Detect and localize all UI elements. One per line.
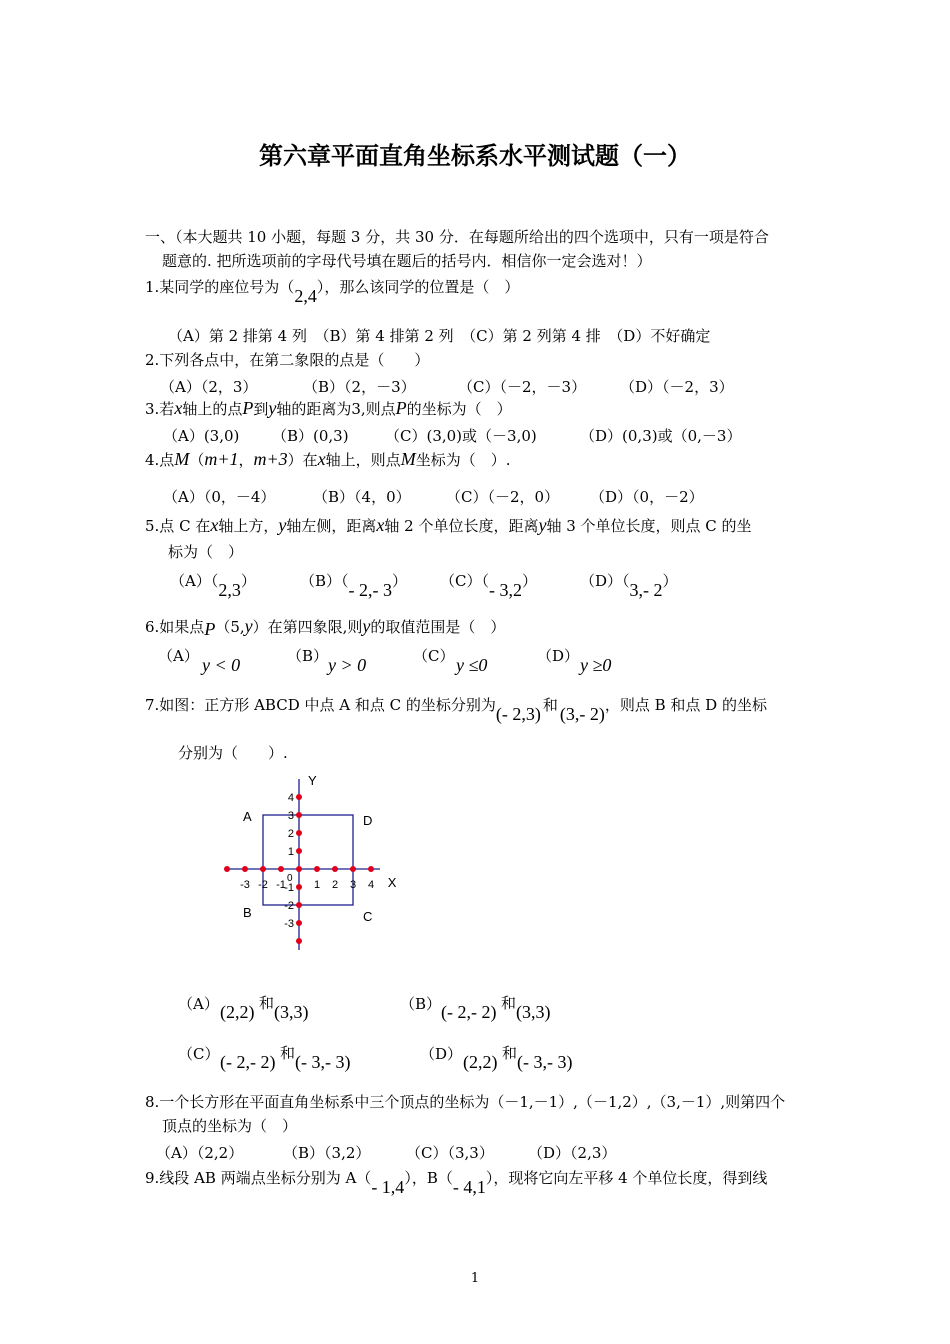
q3-text-5: 的坐标为（ ） [406, 400, 512, 418]
x-axis-point [260, 866, 266, 872]
x-axis-point [278, 866, 284, 872]
q7-he: 和 [542, 696, 558, 714]
q5-d-label: （D）（ [580, 572, 630, 590]
q7-option-a-label: （A） [178, 995, 219, 1013]
q5-var-y: y [278, 515, 287, 535]
q5-option-a [170, 570, 256, 600]
q3-var-p: P [242, 398, 254, 418]
x-tick-label: 4 [367, 879, 375, 891]
y-tick-label: 2 [287, 828, 294, 840]
q5-text-4: 轴 2 个单位长度，距离 [384, 517, 539, 535]
q2-option-c: （C）（－2，－3） [458, 378, 587, 396]
x-tick-label: -3 [240, 879, 250, 891]
q3-text-4: 轴的距离为3,则点 [276, 400, 396, 418]
q3-var-x: x [174, 398, 183, 418]
x-tick-label: 2 [331, 879, 339, 891]
question-4-stem [145, 449, 510, 470]
q4-text-1: 4.点 [145, 451, 175, 469]
question-6-stem [145, 616, 505, 637]
q6-option-b-value: y > 0 [328, 655, 367, 675]
y-axis-point [296, 902, 302, 908]
q7-c-second: (- 3,- 3) [295, 1052, 351, 1072]
x-axis-point [224, 866, 230, 872]
q7-b-he: 和 [500, 996, 516, 1012]
page-title: 第六章平面直角坐标系水平测试题（一） [259, 142, 691, 170]
q6-option-d-value: y ≥0 [580, 655, 612, 675]
q4-option-d: （D）（0，－2） [590, 488, 704, 506]
y-axis-point [296, 794, 302, 800]
q5-var-y2: y [538, 515, 547, 535]
q9-a-value: - 1,4 [371, 1177, 405, 1197]
question-9-stem [145, 1167, 768, 1197]
q6-option-c-value: y ≤0 [456, 655, 488, 675]
q7-c-first: (- 2,- 2) [220, 1052, 276, 1072]
y-tick-label: 3 [287, 810, 294, 822]
x-axis-point [314, 866, 320, 872]
q4-var-m: M [174, 449, 190, 469]
q5-option-c [440, 570, 537, 600]
vertex-d-label: D [363, 813, 373, 828]
q6-option-c-label: （C） [413, 647, 455, 665]
x-axis-point [332, 866, 338, 872]
x-axis-label: X [387, 875, 397, 890]
coordinate-figure [205, 770, 425, 970]
q5-option-b [300, 570, 408, 600]
question-5-stem-line2: 标为（ ） [168, 543, 244, 561]
origin-label: 0 [287, 873, 293, 884]
q5-d-value: 3,- 2 [629, 580, 663, 600]
q7-a-coord: (- 2,3) [495, 704, 541, 724]
q6-var-p: P [204, 619, 216, 639]
q3-text-2: 轴上的点 [182, 400, 243, 418]
q9-text-2: ），B（ [404, 1169, 453, 1187]
q7-c-he: 和 [279, 1046, 295, 1062]
x-tick-label: -1 [276, 879, 286, 891]
q4-text-5: 坐标为（ ）. [415, 451, 511, 469]
q6-var-y2: y [362, 616, 371, 636]
y-axis-point [296, 848, 302, 854]
question-1-stem [145, 276, 520, 306]
q5-d-rparen: ） [662, 572, 678, 590]
q8-option-a: （A）（2,2） [156, 1144, 244, 1162]
q4-sep: ， [238, 451, 254, 469]
square-abcd [263, 815, 353, 905]
question-3-stem [145, 398, 512, 419]
x-tick-label: -2 [258, 879, 268, 891]
q5-c-label: （C）（ [440, 572, 489, 590]
y-tick-label: -1 [284, 882, 294, 894]
q8-option-d: （D）（2,3） [528, 1144, 617, 1162]
q9-text-3: ），现将它向左平移 4 个单位长度，得到线 [485, 1169, 768, 1187]
q1-text-post: ），那么该同学的位置是（ ） [316, 278, 520, 296]
q7-text-1: 7.如图：正方形 ABCD 中点 A 和点 C 的坐标分别为 [145, 696, 496, 714]
section-intro-line2: 题意的. 把所选项前的字母代号填在题后的括号内．相信你一定会选对！） [162, 252, 652, 270]
q7-option-d-value [463, 1046, 573, 1073]
q4-text-3: ）在 [287, 451, 318, 469]
q3-text-3: 到 [253, 400, 269, 418]
q7-option-d-label: （D） [420, 1045, 463, 1063]
q5-text-5: 轴 3 个单位长度，则点 C 的坐 [546, 517, 752, 535]
q4-var-x: x [317, 449, 326, 469]
question-5-stem [145, 515, 752, 536]
question-8-stem-line2: 顶点的坐标为（ ） [162, 1117, 298, 1135]
q6-var-y: y [244, 616, 253, 636]
q5-a-rparen: ） [240, 572, 256, 590]
y-axis-point [296, 884, 302, 890]
q8-option-b: （B）（3,2） [283, 1144, 371, 1162]
q1-text-pre: 1.某同学的座位号为（ [145, 278, 295, 296]
q5-a-label: （A）（ [170, 572, 219, 590]
q6-option-d-label: （D） [537, 647, 580, 665]
q7-option-a-value [220, 996, 309, 1023]
x-axis-point [242, 866, 248, 872]
q5-b-value: - 2,- 3 [348, 580, 393, 600]
q5-b-rparen: ） [392, 572, 408, 590]
question-7-stem [145, 694, 767, 724]
q5-option-d [580, 570, 678, 600]
q4-coord-1: m+1 [204, 449, 239, 469]
q7-c-coord: (3,- 2) [559, 704, 605, 724]
q7-b-first: (- 2,- 2) [441, 1002, 497, 1022]
y-axis-point [296, 938, 302, 944]
q5-c-rparen: ） [521, 572, 537, 590]
y-tick-label: -3 [284, 918, 294, 930]
q2-option-d: （D）（－2，3） [620, 378, 734, 396]
q6-option-b-label: （B） [287, 647, 329, 665]
vertex-b-label: B [243, 905, 252, 920]
q7-a-second: (3,3) [274, 1002, 309, 1022]
question-2-stem: 2.下列各点中，在第二象限的点是（ ） [145, 351, 430, 369]
q4-text-4: 轴上，则点 [325, 451, 401, 469]
q9-b-value: - 4,1 [452, 1177, 486, 1197]
y-axis-label: Y [308, 773, 317, 788]
q7-d-second: (- 3,- 3) [517, 1052, 573, 1072]
q7-b-second: (3,3) [516, 1002, 551, 1022]
q7-text-2: ，则点 B 和点 D 的坐标 [604, 696, 767, 714]
y-axis-point [296, 920, 302, 926]
question-1-options: （A）第 2 排第 4 列 （B）第 4 排第 2 列 （C）第 2 列第 4 排 （D）不好确定 [168, 327, 711, 345]
question-7-stem-line2: 分别为（ ）. [178, 744, 288, 762]
page-number: 1 [470, 1271, 480, 1286]
q8-option-c: （C）（3,3） [406, 1144, 494, 1162]
q3-option-b: （B）(0,3) [272, 427, 349, 445]
q7-option-c-label: （C） [178, 1045, 220, 1063]
q3-option-d: （D）(0,3)或（0,－3） [580, 427, 742, 445]
q3-option-c: （C）(3,0)或（－3,0) [385, 427, 537, 445]
q7-a-first: (2,2) [220, 1002, 255, 1022]
vertex-c-label: C [363, 909, 373, 924]
question-8-stem: 8.一个长方形在平面直角坐标系中三个顶点的坐标为（－1,－1）,（－1,2）,（3,－1）,则第四个 [145, 1093, 786, 1111]
x-axis-point [296, 866, 302, 872]
q5-b-label: （B）（ [300, 572, 349, 590]
q6-text-4: 的取值范围是（ ） [370, 618, 506, 636]
y-tick-label: -2 [284, 900, 294, 912]
y-axis-point [296, 812, 302, 818]
q6-option-a-value: y < 0 [202, 655, 241, 675]
q7-option-b-label: （B） [400, 995, 442, 1013]
q5-text-3: 轴左侧，距离 [286, 517, 377, 535]
q5-var-x: x [210, 515, 219, 535]
q7-option-c-value [220, 1046, 351, 1073]
q7-d-he: 和 [502, 1046, 518, 1062]
q2-option-b: （B）（2，－3） [303, 378, 416, 396]
q5-text-1: 5.点 C 在 [145, 517, 211, 535]
q6-text-2: （5, [215, 618, 245, 636]
vertex-a-label: A [243, 809, 252, 824]
x-axis-point [350, 866, 356, 872]
q3-text-1: 3.若 [145, 400, 175, 418]
x-tick-label: 3 [349, 879, 357, 891]
q7-d-first: (2,2) [463, 1052, 498, 1072]
q9-text-1: 9.线段 AB 两端点坐标分别为 A（ [145, 1169, 372, 1187]
y-tick-label: 4 [287, 792, 294, 804]
q4-var-m2: M [400, 449, 416, 469]
q6-text-1: 6.如果点 [145, 618, 205, 636]
q4-option-c: （C）（－2，0） [446, 488, 560, 506]
q6-text-3: ）在第四象限,则 [252, 618, 363, 636]
q7-a-he: 和 [259, 996, 275, 1012]
y-axis-point [296, 830, 302, 836]
q4-coord-2: m+3 [253, 449, 288, 469]
q3-var-p2: P [395, 398, 407, 418]
q1-coordinate: 2,4 [294, 286, 317, 306]
q5-text-2: 轴上方， [218, 517, 279, 535]
x-tick-label: 1 [313, 879, 321, 891]
q4-option-b: （B）（4，0） [313, 488, 411, 506]
q5-c-value: - 3,2 [488, 580, 522, 600]
x-axis-point [368, 866, 374, 872]
y-tick-label: 1 [287, 846, 294, 858]
q6-option-a-label: （A） [158, 647, 199, 665]
section-intro-line1: 一、（本大题共 10 小题，每题 3 分，共 30 分．在每题所给出的四个选项中，只有一项是符合 [145, 228, 769, 246]
q5-a-value: 2,3 [218, 580, 241, 600]
q7-option-b-value [441, 996, 551, 1023]
q5-var-x2: x [376, 515, 385, 535]
q4-text-2: （ [189, 451, 205, 469]
q3-option-a: （A）(3,0) [163, 427, 240, 445]
q2-option-a: （A）（2，3） [160, 378, 258, 396]
q3-var-y: y [268, 398, 277, 418]
q4-option-a: （A）（0，－4） [163, 488, 276, 506]
